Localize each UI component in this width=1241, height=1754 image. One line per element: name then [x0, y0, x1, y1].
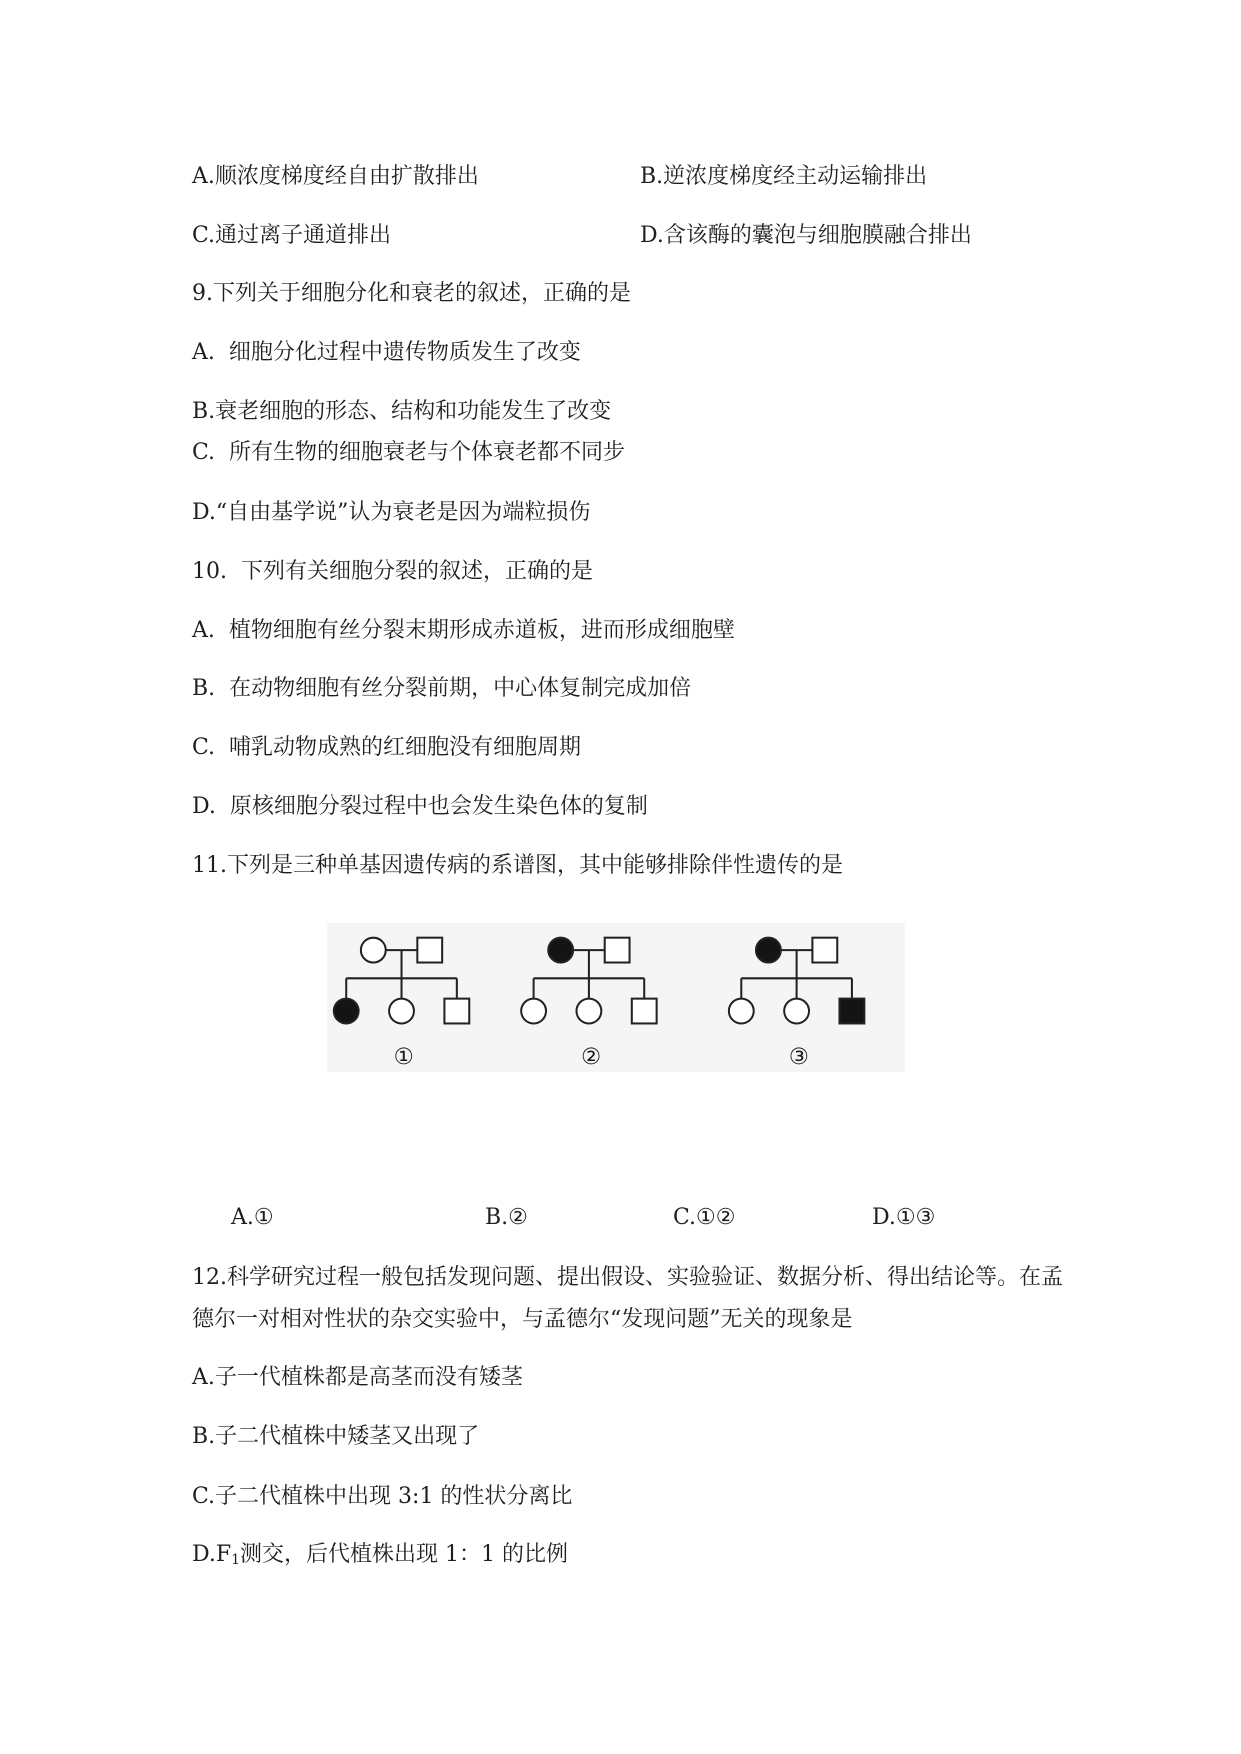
pedigree-1-mother-unaffected	[361, 938, 386, 963]
pedigree-2-father-unaffected	[605, 938, 630, 963]
q9-option-a: A. 细胞分化过程中遗传物质发生了改变	[192, 340, 581, 365]
q10-option-b: B. 在动物细胞有丝分裂前期，中心体复制完成加倍	[192, 676, 692, 701]
q12-stem-line-2: 德尔一对相对性状的杂交实验中，与孟德尔“发现问题”无关的现象是	[192, 1307, 853, 1332]
q9-option-b: B.衰老细胞的形态、结构和功能发生了改变	[192, 399, 612, 424]
pedigree-3-child-1-daughter-unaffected	[729, 999, 754, 1024]
q12-option-a: A.子一代植株都是高茎而没有矮茎	[192, 1365, 523, 1390]
pedigree-3-father-unaffected	[812, 938, 837, 963]
pedigree-3-child-2-daughter-unaffected	[784, 999, 809, 1024]
pedigree-figure	[327, 923, 905, 1072]
pedigree-2-label: ②	[581, 1044, 602, 1071]
q12-option-d-subscript: 1	[231, 1552, 241, 1568]
q8-option-b: B.逆浓度梯度经主动运输排出	[640, 164, 928, 189]
pedigree-3-child-3-son-affected	[840, 999, 865, 1024]
q11-option-d: D.①③	[872, 1205, 936, 1230]
q10-stem: 10. 下列有关细胞分裂的叙述，正确的是	[192, 559, 593, 584]
pedigree-2-child-1-daughter-unaffected	[521, 999, 546, 1024]
q8-option-a: A.顺浓度梯度经自由扩散排出	[192, 164, 479, 189]
q10-option-c: C. 哺乳动物成熟的红细胞没有细胞周期	[192, 735, 582, 760]
q12-option-d-prefix: D.F	[192, 1542, 232, 1567]
q11-option-b: B.②	[485, 1205, 528, 1230]
q9-stem: 9.下列关于细胞分化和衰老的叙述，正确的是	[192, 281, 631, 306]
pedigree-1-child-2-daughter-unaffected	[389, 999, 414, 1024]
pedigree-1-child-1-daughter-affected	[334, 999, 359, 1024]
q11-stem: 11.下列是三种单基因遗传病的系谱图，其中能够排除伴性遗传的是	[192, 853, 843, 878]
q12-option-d-rest: 测交，后代植株出现 1：1 的比例	[240, 1542, 569, 1567]
q9-option-c: C. 所有生物的细胞衰老与个体衰老都不同步	[192, 440, 626, 465]
q12-stem-line-1: 12.科学研究过程一般包括发现问题、提出假设、实验验证、数据分析、得出结论等。在孟	[192, 1265, 1063, 1290]
pedigree-2-mother-affected	[548, 938, 573, 963]
pedigree-2-child-2-daughter-unaffected	[576, 999, 601, 1024]
q12-option-d	[192, 1542, 568, 1568]
q10-option-d: D. 原核细胞分裂过程中也会发生染色体的复制	[192, 794, 648, 819]
q11-option-a: A.①	[231, 1205, 274, 1230]
pedigree-1-father-unaffected	[417, 938, 442, 963]
pedigree-3-mother-affected	[756, 938, 781, 963]
pedigree-1-child-3-son-unaffected	[444, 999, 469, 1024]
q10-option-a: A. 植物细胞有丝分裂末期形成赤道板，进而形成细胞壁	[192, 618, 735, 643]
q12-option-c: C.子二代植株中出现 3:1 的性状分离比	[192, 1484, 573, 1509]
pedigree-3-label: ③	[788, 1044, 809, 1071]
q8-option-c: C.通过离子通道排出	[192, 223, 392, 248]
pedigree-2-child-3-son-unaffected	[632, 999, 657, 1024]
pedigree-1-label: ①	[393, 1044, 414, 1071]
q8-option-d: D.含该酶的囊泡与细胞膜融合排出	[640, 223, 972, 248]
q9-option-d: D.“自由基学说”认为衰老是因为端粒损伤	[192, 500, 591, 525]
q11-option-c: C.①②	[673, 1205, 736, 1230]
q12-option-b: B.子二代植株中矮茎又出现了	[192, 1424, 480, 1449]
